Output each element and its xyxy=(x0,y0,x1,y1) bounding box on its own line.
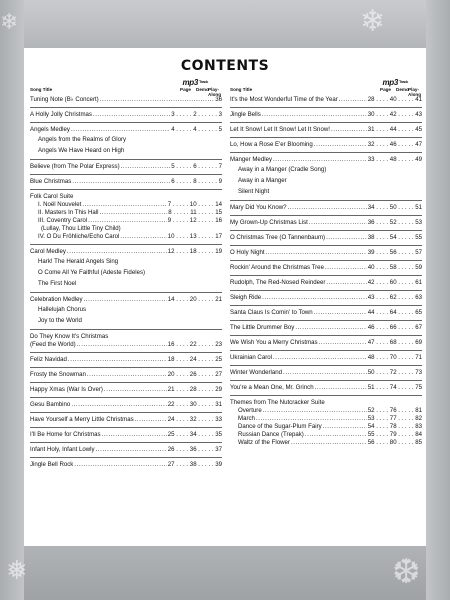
column-header xyxy=(30,76,222,96)
snowflake-icon: ❄ xyxy=(0,10,19,35)
toc-entry[interactable]: I'll Be Home for Christmas ..... 25 . . . . 34 . . . . . 35 xyxy=(30,431,222,439)
toc-entry[interactable]: Have Yourself a Merry Little Christmas ..... 24 . . . . 32 . . . . . 33 xyxy=(30,416,222,424)
column-header xyxy=(230,76,422,96)
snowflake-icon: ❆ xyxy=(392,552,421,592)
toc-entry[interactable]: O Holy Night ..... 39 . . . . 56 . . . . . 57 xyxy=(230,249,422,257)
toc-entry[interactable]: Blue Christmas ..... 6 . . . . . 8 . . . . . . 9 xyxy=(30,178,222,186)
toc-entry[interactable]: Angels Medley ..... 4 . . . . . 4 . . . . . . 5 xyxy=(30,126,222,134)
toc-entry: Themes from The Nutcracker Suite xyxy=(230,399,325,406)
page-header: Page xyxy=(180,87,191,92)
toc-subentry: Away in a Manger xyxy=(238,177,287,184)
toc-subentry: The First Noel xyxy=(38,280,77,287)
toc-subentry: Silent Night xyxy=(238,188,270,195)
toc-entry[interactable]: Jingle Bell Rock ..... 27 . . . . 38 . . . . . 39 xyxy=(30,461,222,469)
mp3-track-label: $mp3^{Track}$ xyxy=(182,78,208,87)
toc-subentry-note: (Lullay, Thou Little Tiny Child) xyxy=(41,225,121,232)
toc-subentry[interactable]: Russian Dance (Trepak) ..... 55 . . . . 79 . . . . . 84 xyxy=(230,431,422,439)
toc-subentry: Angels We Have Heard on High xyxy=(38,147,125,154)
toc-entry[interactable]: Carol Medley ..... 12 . . . . 18 . . . . . 19 xyxy=(30,248,222,256)
toc-entry[interactable]: Do They Know It's Christmas (Feed the World) ..... 16 . . . . 22 . . . . . 23 xyxy=(30,333,222,349)
toc-entry[interactable]: Winter Wonderland ..... 50 . . . . 72 . . . . . 73 xyxy=(230,369,422,377)
contents-column-left xyxy=(30,76,222,469)
toc-entry[interactable]: Tuning Note (B♭ Concert) ..... 36 xyxy=(30,96,222,104)
toc-entry: Folk Carol Suite xyxy=(30,193,74,200)
toc-entry[interactable]: A Holly Jolly Christmas ..... 3 . . . . . 2 . . . . . . 3 xyxy=(30,111,222,119)
toc-subentry[interactable]: IV. O Du Fröhliche/Echo Carol ..... 10 . . . . 13 . . . . . 17 xyxy=(30,233,222,241)
background-left xyxy=(0,0,24,600)
toc-subentry: O Come All Ye Faithful (Adeste Fideles) xyxy=(38,269,146,276)
toc-entry[interactable]: Manger Medley ..... 33 . . . . 48 . . . . . 49 xyxy=(230,156,422,164)
toc-subentry: Away in a Manger (Cradle Song) xyxy=(238,166,327,173)
toc-entry[interactable]: Sleigh Ride ..... 43 . . . . 62 . . . . . 63 xyxy=(230,294,422,302)
toc-entry[interactable]: O Christmas Tree (O Tannenbaum) ..... 38 . . . . 54 . . . . . 55 xyxy=(230,234,422,242)
toc-entry[interactable]: Mary Did You Know? ..... 34 . . . . 50 . . . . . 51 xyxy=(230,204,422,212)
toc-entry[interactable]: It's the Most Wonderful Time of the Year ..... 28 . . . . 40 . . . . . 41 xyxy=(230,96,422,104)
toc-subentry[interactable]: March ..... 53 . . . . 77 . . . . . 82 xyxy=(230,415,422,423)
toc-subentry[interactable]: Overture ..... 52 . . . . 76 . . . . . 81 xyxy=(230,407,422,415)
toc-subentry[interactable]: Waltz of the Flower ..... 56 . . . . 80 . . . . . 85 xyxy=(230,439,422,447)
toc-subentry[interactable]: Dance of the Sugar-Plum Fairy ..... 54 . . . . 78 . . . . . 83 xyxy=(230,423,422,431)
page-header: Page xyxy=(380,87,391,92)
toc-entry[interactable]: Frosty the Snowman ..... 20 . . . . 26 . . . . . 27 xyxy=(30,371,222,379)
toc-subentry[interactable]: I. Noël Nouvelet ..... 7 . . . . . 10 . . . . . 14 xyxy=(30,201,222,209)
toc-entry[interactable]: Rockin' Around the Christmas Tree ..... 40 . . . . 58 . . . . . 59 xyxy=(230,264,422,272)
toc-entry[interactable]: Let It Snow! Let It Snow! Let It Snow! ..... 31 . . . . 44 . . . . . 45 xyxy=(230,126,422,134)
snowflake-icon: ❅ xyxy=(6,556,28,586)
toc-entry[interactable]: We Wish You a Merry Christmas ..... 47 . . . . 68 . . . . . 69 xyxy=(230,339,422,347)
demo-header: Demo xyxy=(196,87,209,92)
demo-header: Demo xyxy=(396,87,409,92)
background-bottom xyxy=(0,546,450,600)
snowflake-icon: ❄ xyxy=(360,4,386,39)
toc-entry[interactable]: Rudolph, The Red-Nosed Reindeer ..... 42 . . . . 60 . . . . . 61 xyxy=(230,279,422,287)
contents-column-right xyxy=(230,76,422,447)
toc-entry[interactable]: Jingle Bells ..... 30 . . . . 42 . . . . . 43 xyxy=(230,111,422,119)
background-right xyxy=(426,0,450,600)
toc-subentry: Hallelujah Chorus xyxy=(38,306,87,313)
song-title-header: Song Title xyxy=(230,87,253,92)
toc-entry[interactable]: Believe (from The Polar Express) ..... 5 . . . . . 6 . . . . . . 7 xyxy=(30,163,222,171)
toc-entry[interactable]: Happy Xmas (War Is Over) ..... 21 . . . . 28 . . . . . 29 xyxy=(30,386,222,394)
toc-entry[interactable]: Lo, How a Rose E'er Blooming ..... 32 . . . . 46 . . . . . 47 xyxy=(230,141,422,149)
toc-entry[interactable]: Santa Claus Is Comin' to Town ..... 44 . . . . 64 . . . . . 65 xyxy=(230,309,422,317)
toc-entry[interactable]: Celebration Medley ..... 14 . . . . 20 . . . . . 21 xyxy=(30,296,222,304)
toc-entry[interactable]: Feliz Navidad ..... 18 . . . . 24 . . . . . 25 xyxy=(30,356,222,364)
toc-entry[interactable]: You're a Mean One, Mr. Grinch ..... 51 . . . . 74 . . . . . 75 xyxy=(230,384,422,392)
toc-subentry: Hark! The Herald Angels Sing xyxy=(38,258,119,265)
contents-page xyxy=(24,48,426,546)
toc-subentry: Angels from the Realms of Glory xyxy=(38,136,127,143)
toc-entry[interactable]: Infant Holy, Infant Lowly ..... 26 . . . . 36 . . . . . 37 xyxy=(30,446,222,454)
toc-subentry[interactable]: II. Masters In This Hall ..... 8 . . . . . 11 . . . . . 15 xyxy=(30,209,222,217)
toc-entry[interactable]: My Grown-Up Christmas List ..... 36 . . . . 52 . . . . . 53 xyxy=(230,219,422,227)
mp3-track-label: $mp3^{Track}$ xyxy=(382,78,408,87)
toc-entry[interactable]: The Little Drummer Boy ..... 46 . . . . 66 . . . . . 67 xyxy=(230,324,422,332)
song-title-header: Song Title xyxy=(30,87,53,92)
play-along-header: Play- Along xyxy=(208,87,222,97)
play-along-header: Play- Along xyxy=(408,87,422,97)
toc-entry[interactable]: Gesu Bambino ..... 22 . . . . 30 . . . . . 31 xyxy=(30,401,222,409)
toc-subentry: Joy to the World xyxy=(38,317,82,324)
page-title: CONTENTS xyxy=(180,58,270,74)
toc-subentry[interactable]: III. Coventry Carol ..... 9 . . . . . 12 . . . . . 16 xyxy=(30,217,222,225)
toc-entry[interactable]: Ukrainian Carol ..... 48 . . . . 70 . . . . . 71 xyxy=(230,354,422,362)
